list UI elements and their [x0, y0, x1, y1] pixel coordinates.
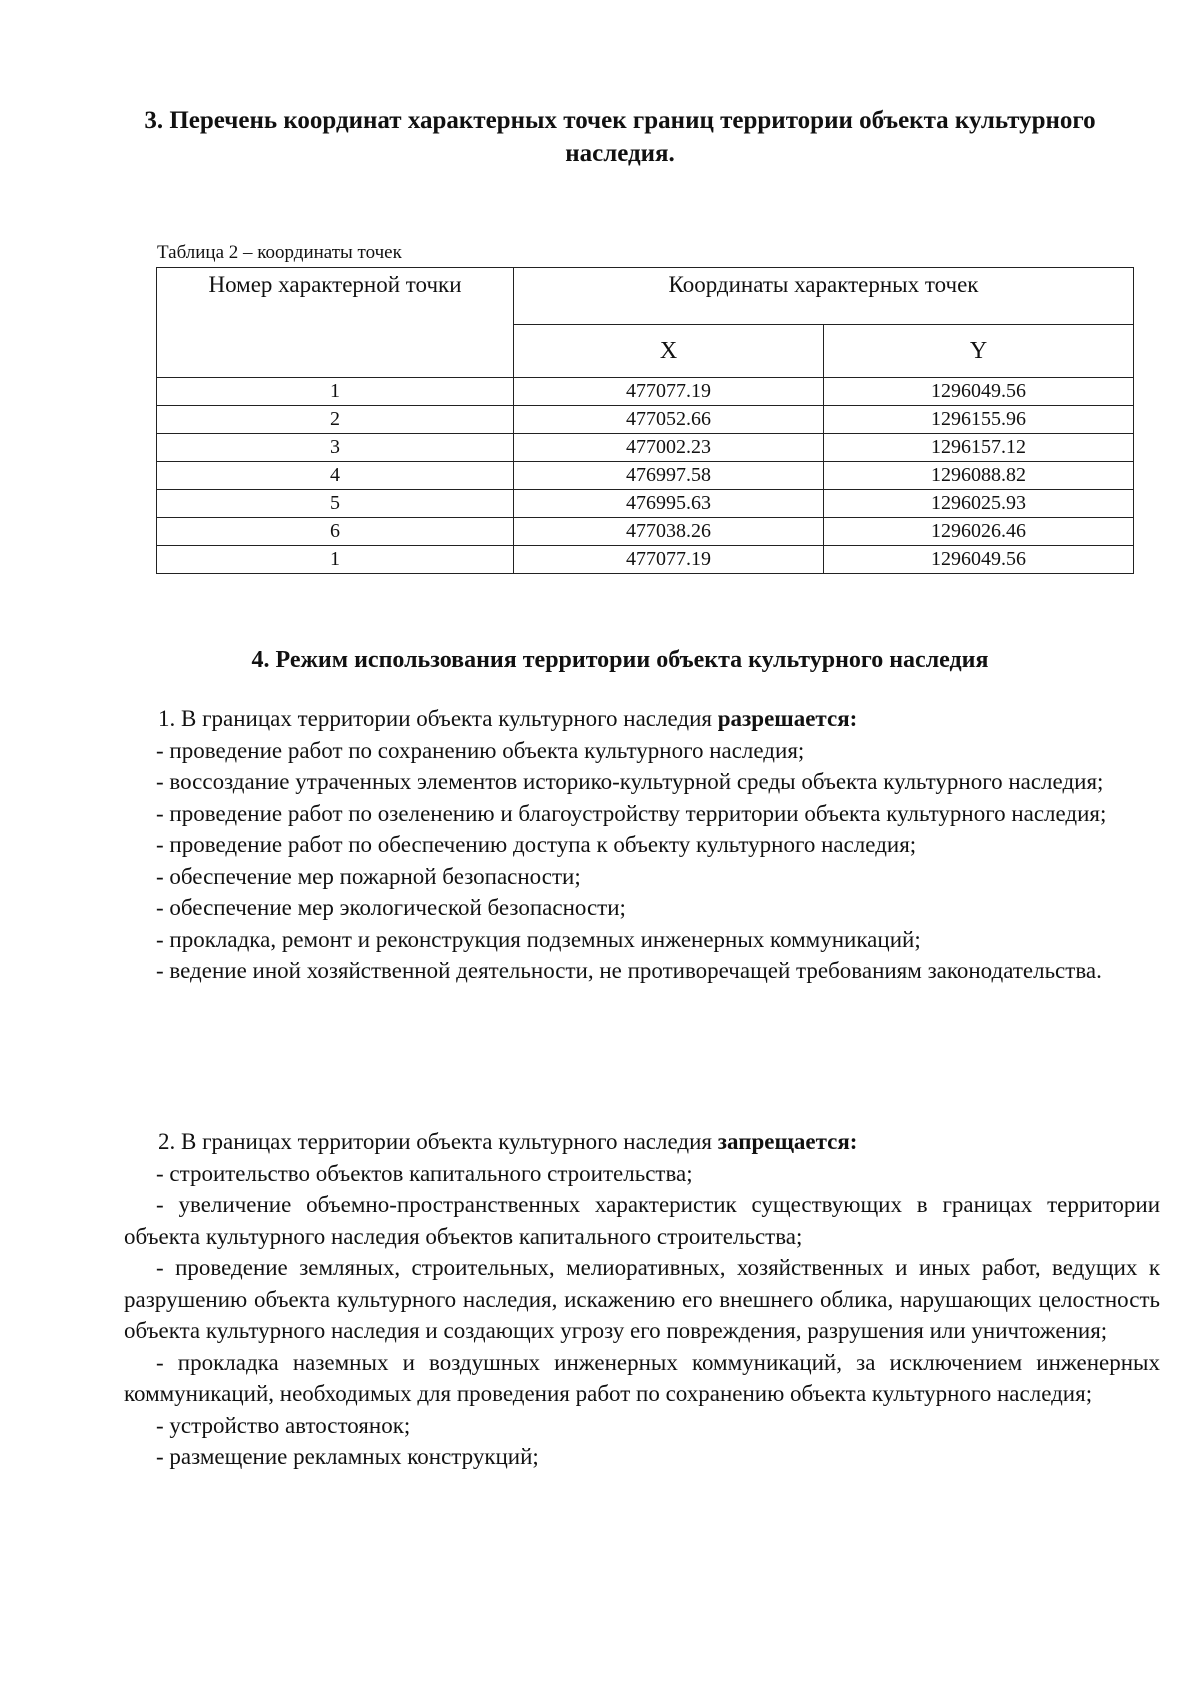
allowed-lead-bold: разрешается:: [717, 706, 858, 731]
point-number: 5: [157, 490, 514, 518]
table-row: [157, 434, 1134, 462]
forbidden-list: [124, 1126, 1160, 1473]
list-item: - прокладка, ремонт и реконструкция подземных инженерных коммуникаций;: [156, 926, 921, 952]
coord-y: 1296049.56: [824, 546, 1134, 574]
section-4-title: 4. Режим использования территории объекта культурного наследия: [251, 647, 989, 673]
point-number: 2: [157, 406, 514, 434]
list-item: - проведение земляных, строительных, мелиоративных, хозяйственных и иных работ, ведущих к разрушению объекта культурного наследия, искажению его внешнего облика, нарушающих целостность объекта культурного наследия и создающих угрозу его повреждения, разрушения или уничтожения;: [124, 1255, 1160, 1343]
coord-y: 1296088.82: [824, 462, 1134, 490]
section-3-title: 3. Перечень координат характерных точек границ территории объекта культурного наследия.: [144, 107, 1096, 167]
table-row: [157, 462, 1134, 490]
table-row: [157, 490, 1134, 518]
list-item: - прокладка наземных и воздушных инженерных коммуникаций, за исключением инженерных коммуникаций, необходимых для проведения работ по сохранению объекта культурного наследия;: [124, 1349, 1160, 1406]
coord-x: 477077.19: [514, 378, 824, 406]
header-y: Y: [824, 325, 1134, 378]
coord-y: 1296155.96: [824, 406, 1134, 434]
forbidden-lead: [124, 1126, 1160, 1158]
list-item: - проведение работ по сохранению объекта культурного наследия;: [156, 737, 805, 763]
list-item: - ведение иной хозяйственной деятельности, не противоречащей требованиям законодательства.: [156, 958, 1102, 983]
allowed-lead-text: 1. В границах территории объекта культурного наследия: [158, 706, 712, 731]
table-row: [157, 378, 1134, 406]
point-number: 1: [157, 546, 514, 574]
table-row: [157, 518, 1134, 546]
coord-x: 477052.66: [514, 406, 824, 434]
coord-x: 477038.26: [514, 518, 824, 546]
table-row: [157, 406, 1134, 434]
table-caption: Таблица 2 – координаты точек: [157, 242, 402, 263]
coord-y: 1296049.56: [824, 378, 1134, 406]
coord-x: 476997.58: [514, 462, 824, 490]
list-item: - увеличение объемно-пространственных характеристик существующих в границах территории объекта культурного наследия объектов капитального строительства;: [124, 1192, 1160, 1249]
list-item: - обеспечение мер пожарной безопасности;: [156, 863, 581, 889]
forbidden-lead-text: 2. В границах территории объекта культурного наследия: [158, 1129, 712, 1154]
header-x: X: [514, 325, 824, 378]
list-item: - устройство автостоянок;: [156, 1412, 411, 1438]
forbidden-lead-bold: запрещается:: [717, 1129, 858, 1154]
coordinates-table: [156, 267, 1134, 574]
point-number: 1: [157, 378, 514, 406]
list-item: - обеспечение мер экологической безопасности;: [156, 895, 626, 920]
coord-x: 476995.63: [514, 490, 824, 518]
point-number: 4: [157, 462, 514, 490]
coord-y: 1296026.46: [824, 518, 1134, 546]
header-coordinates: Координаты характерных точек: [514, 268, 1134, 325]
list-item: - размещение рекламных конструкций;: [156, 1444, 539, 1469]
coord-x: 477002.23: [514, 434, 824, 462]
list-item: - воссоздание утраченных элементов историко-культурной среды объекта культурного наследия;: [156, 769, 1104, 794]
coord-y: 1296025.93: [824, 490, 1134, 518]
coord-x: 477077.19: [514, 546, 824, 574]
point-number: 6: [157, 518, 514, 546]
list-item: - проведение работ по обеспечению доступа к объекту культурного наследия;: [156, 832, 917, 857]
point-number: 3: [157, 434, 514, 462]
coord-y: 1296157.12: [824, 434, 1134, 462]
list-item: - строительство объектов капитального строительства;: [156, 1160, 693, 1186]
table-row: [157, 546, 1134, 574]
header-point-number: Номер характерной точки: [157, 268, 514, 378]
allowed-lead: [124, 703, 1160, 735]
allowed-list: [124, 703, 1160, 987]
list-item: - проведение работ по озеленению и благоустройству территории объекта культурного наследия;: [156, 800, 1107, 826]
